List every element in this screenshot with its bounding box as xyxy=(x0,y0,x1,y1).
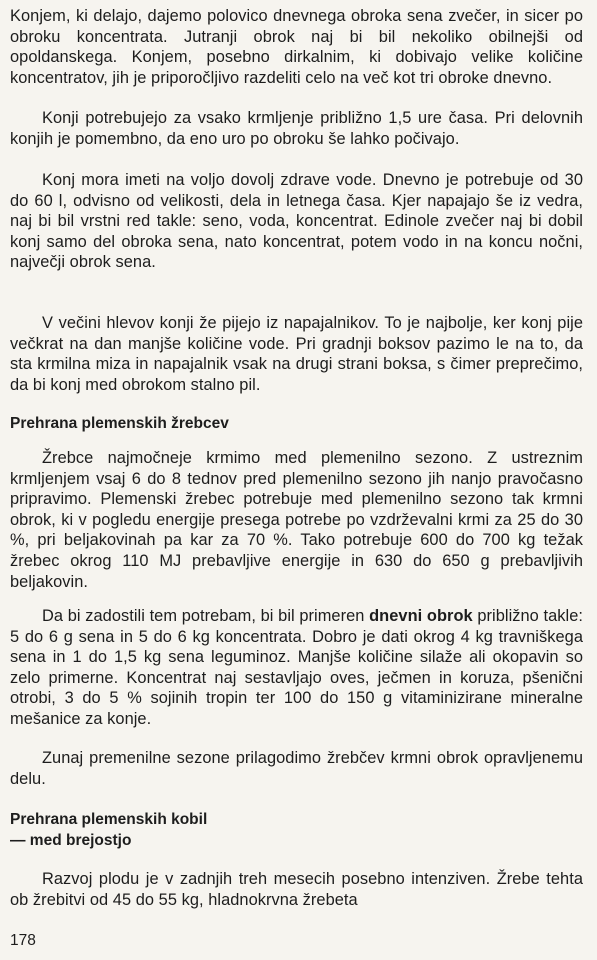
paragraph-foetal-development: Razvoj plodu je v zadnjih treh mesecih posebno intenziven. Žrebe tehta ob žrebitvi od 45 do 55 kg, hladnokrvna žrebeta xyxy=(10,870,583,909)
paragraph-daily-ration xyxy=(10,606,583,730)
paragraph-feeding-duration: Konji potrebujejo za vsako krmljenje približno 1,5 ure časa. Pri delovnih konjih je pomembno, da eno uro po obroku še lahko počivajo. xyxy=(10,109,583,148)
daily-ration-text-after: približno takle: 5 do 6 g sena in 5 do 6 kg koncentrata. Dobro je dati okrog 4 kg travniškega sena in 1 do 1,5 kg sena leguminoz. Manjše količine silaže ali okopavin so zelo primerne. Koncentrat naj sestavljajo oves, ječmen in koruza, pšenični otrobi, 3 do 5 % sojinih tropin ter 100 do 150 g vitaminizirane mineralne mešanice za konje. xyxy=(10,607,583,728)
heading-mare-nutrition-line-1: Prehrana plemenskih kobil xyxy=(10,811,208,828)
heading-mare-nutrition-line-2: — med brejostjo xyxy=(10,832,132,849)
paragraph-feeding-times: Konjem, ki delajo, dajemo polovico dnevnega obroka sena zvečer, in sicer po obroku koncentrata. Jutranji obrok naj bi bil nekoliko obilnejši od opoldanskega. Konjem, posebno dirkalnim, ki dobivajo velike količine koncentratov, jih je priporočljivo razdeliti celo na več kot tri obroke dnevno. xyxy=(10,7,583,87)
daily-ration-text-before: Da bi zadostili tem potrebam, bi bil primeren xyxy=(42,607,370,625)
heading-stallion-nutrition: Prehrana plemenskih žrebcev xyxy=(10,415,229,432)
heading-mare-nutrition xyxy=(10,809,583,851)
daily-ration-bold-term: dnevni obrok xyxy=(369,607,473,625)
paragraph-drinkers: V večini hlevov konji že pijejo iz napajalnikov. To je najbolje, ker konj pije večkrat na dan manjše količine vode. Pri gradnji boksov pazimo le na to, da sta krmilna miza in napajalnik vsak na drugi strani boksa, s čimer preprečimo, da bi konj med obrokom stalno pil. xyxy=(10,314,583,394)
paragraph-water-needs: Konj mora imeti na voljo dovolj zdrave vode. Dnevno je potrebuje od 30 do 60 l, odvisno od velikosti, dela in letnega časa. Kjer napajajo še iz vedra, naj bi bil vrstni red takle: seno, voda, koncentrat. Edinole zvečer naj bi dobil konj samo del obroka sena, nato koncentrat, potem vodo in na koncu nočni, največji obrok sena. xyxy=(10,171,583,272)
paragraph-stallion-feeding: Žrebce najmočneje krmimo med plemenilno sezono. Z ustreznim krmljenjem vsaj 6 do 8 tednov pred plemenilno sezono jih nanjo pravočasno pripravimo. Plemenski žrebec potrebuje med plemenilno sezono tak krmni obrok, ki v pogledu energije presega potrebe po vzdrževalni krmi za 25 do 30 %, pri beljakovinah pa kar za 70 %. Tako potrebuje 600 do 700 kg težak žrebec okrog 110 MJ prebavljive energije in 630 do 650 g prebavljivih beljakovin. xyxy=(10,449,583,591)
paragraph-off-season: Zunaj premenilne sezone prilagodimo žrebčev krmni obrok opravljenemu delu. xyxy=(10,749,583,788)
page-number: 178 xyxy=(10,932,36,949)
